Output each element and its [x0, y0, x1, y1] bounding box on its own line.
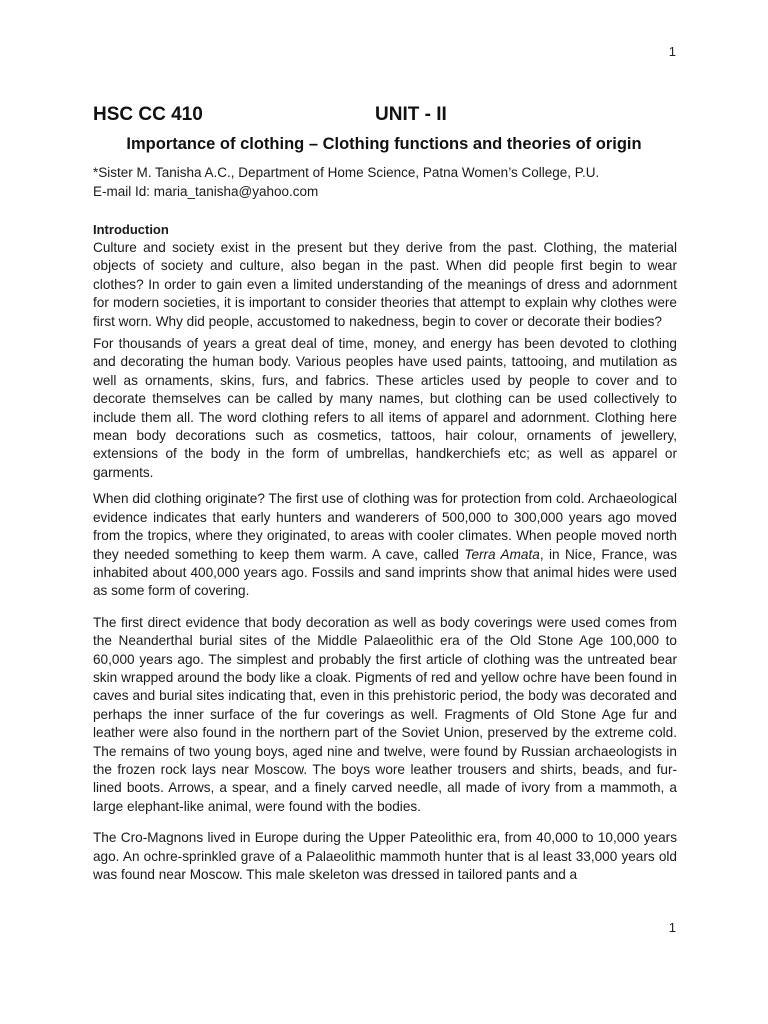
section-heading: Introduction [93, 222, 169, 237]
email-line: E-mail Id: maria_tanisha@yahoo.com [93, 184, 319, 199]
paragraph-5: The Cro-Magnons lived in Europe during the Upper Pateolithic era, from 40,000 to 10,000 years ago. An ochre-sprinkled grave of a Palaeolithic mammoth hunter that is al least 33,000 years old was found near Moscow. This male skeleton was dressed in tailored pants and a [93, 830, 677, 882]
page-number-top: 1 [668, 44, 676, 59]
course-code: HSC CC 410 [93, 104, 203, 125]
course-heading [93, 104, 447, 126]
unit-label: UNIT - II [375, 104, 447, 125]
paragraph-3-end: , in Nice, France, was inhabited about 400,000 years ago. Fossils and sand imprints show that animal hides were used as some form of covering. [93, 546, 677, 599]
paragraph-2: For thousands of years a great deal of time, money, and energy has been devoted to clothing and decorating the human body. Various peoples have used paints, tattooing, and mutilation as well as ornaments, skins, furs, and fabrics. These articles used by people to cover and to decorate themselves can be called by many names, but clothing can be used collectively to include them all. The word clothing refers to all items of apparel and adornment. Clothing here mean body decorations such as cosmetics, tattoos, hair colour, ornaments of jewellery, extensions of the body in the form of umbrellas, handkerchiefs etc; as well as apparel or garments. [93, 336, 677, 480]
paragraph-3 [93, 490, 677, 600]
page-number-bottom: 1 [668, 920, 676, 935]
body-text [93, 221, 677, 888]
paragraph-1: Culture and society exist in the present but they derive from the past. Clothing, the material objects of society and culture, also began in the past. When did people first begin to wear clothes? In order to gain even a limited understanding of the meanings of dress and adornment for modern societies, it is important to consider theories that attempt to explain why clothes were first worn. Why did people, accustomed to nakedness, begin to cover or decorate their bodies? [93, 240, 677, 329]
paragraph-3-italic: Terra Amata [464, 546, 540, 562]
author-line: *Sister M. Tanisha A.C., Department of Home Science, Patna Women’s College, P.U. [93, 165, 600, 180]
document-title: Importance of clothing – Clothing functions and theories of origin [126, 135, 642, 153]
paragraph-3-start: When did clothing originate? The first use of clothing was for protection from cold. Archaeological evidence indicates that early hunters and wanderers of 500,000 to 300,000 years ago moved from the tropics, where they originated, to areas with cooler climates. When people moved north they needed something to keep them warm. A cave, called [93, 491, 677, 562]
paragraph-4: The first direct evidence that body decoration as well as body coverings were used comes from the Neanderthal burial sites of the Middle Palaeolithic era of the Old Stone Age 100,000 to 60,000 years ago. The simplest and probably the first article of clothing was the untreated bear skin wrapped around the body like a cloak. Pigments of red and yellow ochre have been found in caves and burial sites indicating that, even in this prehistoric period, the body was decorated and perhaps the inner surface of the fur coverings as well. Fragments of Old Stone Age fur and leather were also found in the northern part of the Soviet Union, preserved by the extreme cold. The remains of two young boys, aged nine and twelve, were found by Russian archaeologists in the frozen rock lays near Moscow. The boys wore leather trousers and shirts, beads, and fur-lined boots. Arrows, a spear, and a finely carved needle, all made of ivory from a mammoth, a large elephant-like animal, were found with the bodies. [93, 614, 677, 814]
author-block [93, 163, 599, 201]
